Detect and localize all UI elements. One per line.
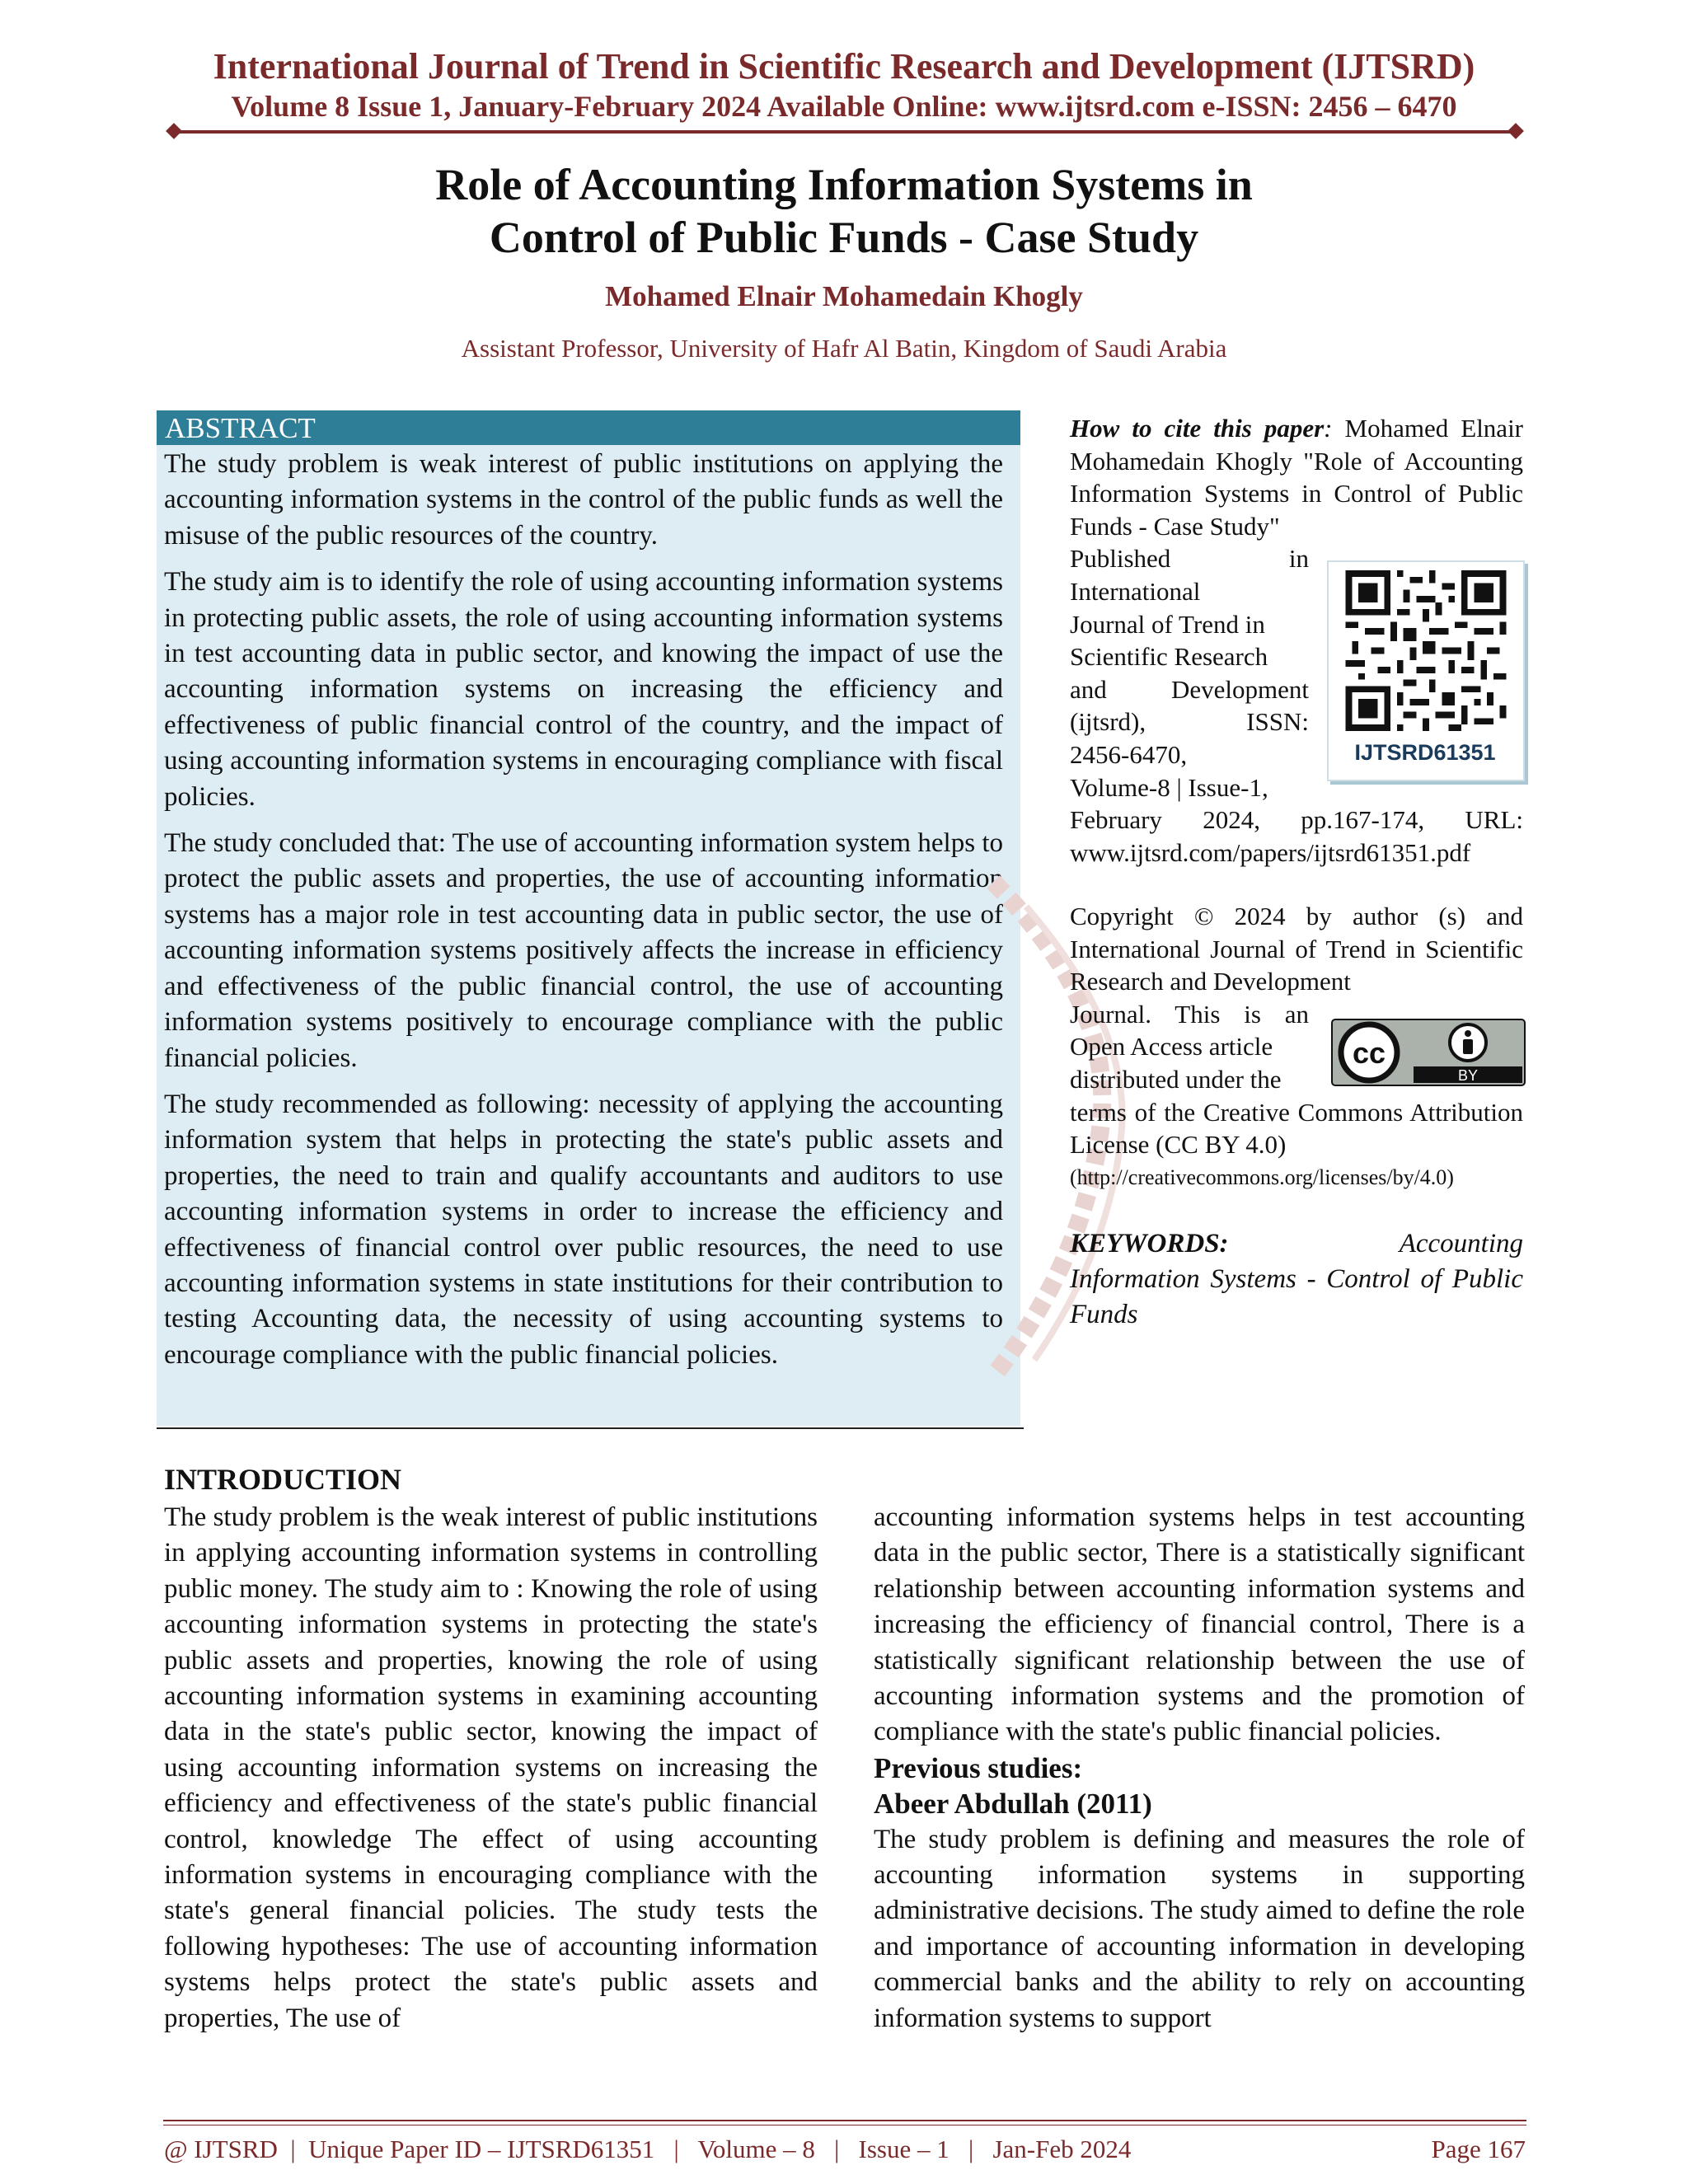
citation-tail: February 2024, pp.167-174, URL: www.ijtsrd.com/papers/ijtsrd61351.pdf [1070, 805, 1523, 867]
copyright-intro: Copyright © 2024 by author (s) and International Journal of Trend in Scientific Research and Development [1070, 902, 1523, 996]
citation-narrow-line: Scientific Research [1070, 642, 1268, 672]
previous-studies-heading: Previous studies: [874, 1751, 1083, 1784]
citation-narrow-line: and Development [1070, 674, 1309, 704]
journal-volume-line: Volume 8 Issue 1, January-February 2024 Available Online: www.ijtsrd.com e-ISSN: 2456 – 6470 [231, 90, 1457, 123]
qr-code-label: IJTSRD61351 [1354, 740, 1496, 765]
abstract-paragraph: The study recommended as following: necessity of applying the accounting information system that helps in protecting the state's public assets and properties, the need to train and qualify accountants and auditors to use accounting information systems in order to increase the efficiency and effectiveness of financial control over public resources, the need to use accounting information systems in state institutions for their contribution to testing Accounting data, the necessity of using accounting systems to encourage compliance with the public financial policies. [164, 1089, 1003, 1370]
abstract-heading: ABSTRACT [165, 412, 316, 444]
keywords-text: Accounting Information Systems - Control of Public Funds [1070, 1229, 1523, 1329]
author-affiliation: Assistant Professor, University of Hafr Al Batin, Kingdom of Saudi Arabia [461, 334, 1227, 363]
citation-colon: : [1324, 414, 1333, 443]
citation-intro [1070, 412, 1523, 542]
abstract-paragraph: The study problem is weak interest of public institutions on applying the accounting information systems in the control of the public funds as well the misuse of the public resources of the country. [164, 449, 1003, 551]
license-url[interactable]: (http://creativecommons.org/licenses/by/4.0) [1070, 1165, 1454, 1189]
paper-title-line-1: Role of Accounting Information Systems in [435, 160, 1253, 209]
header-rule-right-diamond [1507, 123, 1524, 139]
citation-narrow-line: 2456-6470, [1070, 739, 1188, 769]
footer-rule [163, 2120, 1526, 2121]
cc-by-license-badge[interactable] [1331, 1019, 1526, 1086]
abstract-paragraph: The study concluded that: The use of accounting information system helps to protect the public assets and properties, the use of accounting information systems has a major role in test accounting data in public sector, the use of accounting information systems positively affects the increase in efficiency and effectiveness of the public financial control, the use of accounting information systems positively to encourage compliance with the public financial policies. [164, 828, 1003, 1073]
study-paragraph: The study problem is defining and measures the role of accounting information systems in supporting administrative decisions. The study aimed to define the role and importance of accounting information in developing commercial banks and the ability to rely on accounting information systems to support [874, 1824, 1525, 2033]
journal-name: International Journal of Trend in Scientific Research and Development (IJTSRD) [213, 46, 1475, 87]
keywords-block [1070, 1226, 1523, 1333]
introduction-heading: INTRODUCTION [164, 1463, 402, 1496]
abstract-text [164, 447, 1003, 1384]
by-badge-text: BY [1457, 1067, 1479, 1084]
copyright-narrow-line: Open Access article [1070, 1032, 1273, 1062]
copyright-narrow-line: Journal. This is an [1070, 999, 1309, 1029]
header-rule [173, 130, 1517, 134]
copyright-narrow-line: distributed under the [1070, 1064, 1282, 1094]
copyright-tail: terms of the Creative Commons Attribution License (CC BY 4.0) [1070, 1097, 1523, 1160]
introduction-right-column [874, 1500, 1525, 2036]
introduction-continued-paragraph: accounting information systems helps in test accounting data in the public sector, There is a statistically significant relationship between accounting information systems and increasing the efficiency of financial control, There is a statistically significant relationship between the use of accounting information systems and the promotion of compliance with the state's public financial policies. [874, 1502, 1525, 1747]
citation-narrow-line: (ijtsrd), ISSN: [1070, 707, 1309, 737]
page-number: Page 167 [1431, 2135, 1526, 2163]
footer-info: @ IJTSRD | Unique Paper ID – IJTSRD61351 | Volume – 8 | Issue – 1 | Jan-Feb 2024 [164, 2135, 1132, 2163]
citation-narrow-line: Journal of Trend in [1070, 609, 1265, 639]
abstract-bottom-rule [157, 1427, 1024, 1429]
abstract-paragraph: The study aim is to identify the role of using accounting information systems in protecting public assets, the role of using accounting information systems in test accounting data in public sector, and knowing the impact of use the accounting information systems on increasing the efficiency and effectiveness of public financial control of the country, and the impact of using accounting information systems in encouraging compliance with fiscal policies. [164, 567, 1003, 812]
cc-icon-text: cc [1352, 1036, 1386, 1070]
qr-code [1343, 570, 1508, 731]
paper-title [0, 158, 1688, 264]
introduction-left-column [164, 1500, 818, 2036]
citation-narrow-line: Volume-8 | Issue-1, [1070, 772, 1268, 802]
citation-text: Mohamed Elnair Mohamedain Khogly "Role of Accounting Information Systems in Control of Public Funds - Case Study" [1070, 414, 1524, 541]
citation-label: How to cite this paper [1070, 414, 1325, 443]
paper-title-line-2: Control of Public Funds - Case Study [489, 213, 1199, 262]
author-name: Mohamed Elnair Mohamedain Khogly [605, 280, 1083, 312]
study-heading: Abeer Abdullah (2011) [874, 1788, 1152, 1821]
introduction-paragraph: The study problem is the weak interest of public institutions in applying accounting information systems in controlling public money. The study aim to : Knowing the role of using accounting information systems in protecting the state's public assets and properties, knowing the role of using accounting information systems in examining accounting data in the state's public sector, knowing the impact of using accounting information systems on increasing the efficiency and effectiveness of the state's public financial control, knowledge The effect of using accounting information systems in encouraging compliance with the state's general financial policies. The study tests the following hypotheses: The use of accounting information systems helps protect the state's public assets and properties, The use of [164, 1502, 818, 2033]
citation-narrow-line: International [1070, 576, 1201, 606]
abstract-heading-bar [157, 410, 1020, 445]
citation-narrow-line: Published in [1070, 544, 1309, 574]
keywords-label: KEYWORDS: [1070, 1229, 1229, 1258]
